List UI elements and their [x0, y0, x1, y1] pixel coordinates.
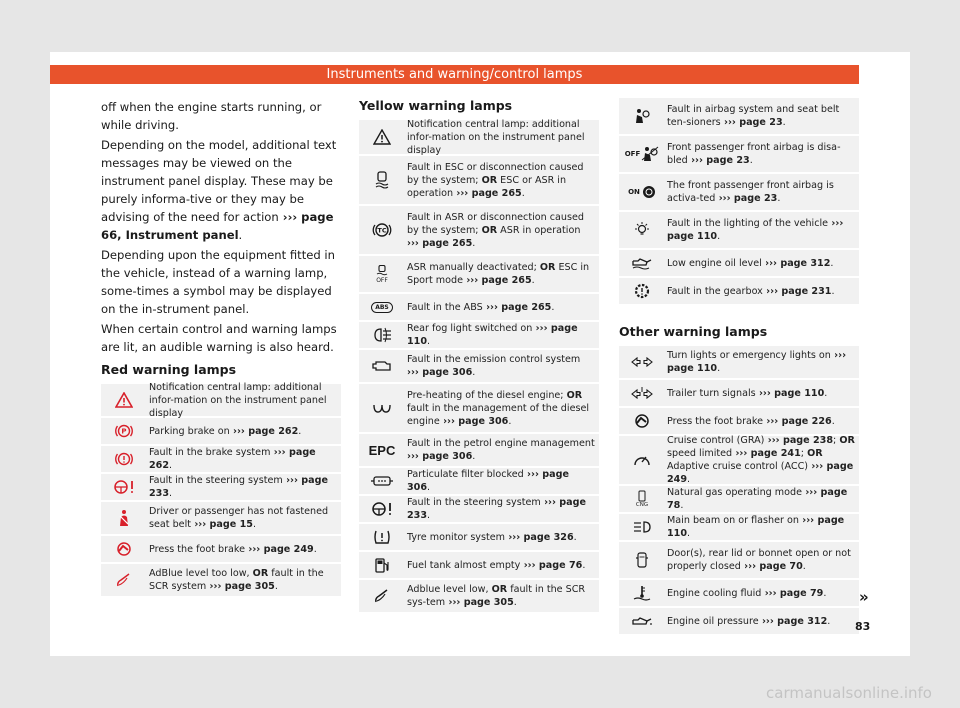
row-description: Fault in ASR or disconnection caused by the system; OR ASR in operation ››› page 265.: [407, 211, 584, 249]
row-description: ASR manually deactivated; OR ESC in Sport mode ››› page 265.: [407, 262, 590, 286]
intro-paragraph-2: Depending on the model, additional text messages may be viewed on the instrument panel display. These may be purely informa-tive or they may be advising of the need for action ››› page 66, Instrument panel.: [101, 138, 337, 242]
page-link[interactable]: ››› page 306: [439, 415, 509, 427]
table-row: [619, 278, 859, 306]
intro-paragraph-1: off when the engine starts running, or while driving.: [101, 100, 322, 132]
airbag-on-icon: ON: [619, 174, 665, 210]
page-link[interactable]: ››› page 15: [191, 519, 253, 530]
page-link[interactable]: ››› page 305: [445, 597, 514, 608]
table-row: [359, 350, 599, 384]
watermark: carmanualsonline.info: [766, 684, 932, 702]
table-row: [359, 206, 599, 256]
table-row: [619, 514, 859, 542]
table-row: [619, 136, 859, 174]
esc-icon: [359, 156, 405, 204]
row-description: Rear fog light switched on ››› page 110.: [407, 323, 578, 347]
adblue-icon: [101, 564, 147, 596]
svg-text:TC: TC: [377, 226, 387, 235]
oil-level-icon: [619, 250, 665, 276]
table-row: [619, 542, 859, 580]
row-description: Engine oil pressure ››› page 312.: [667, 615, 831, 627]
table-row: [101, 381, 341, 419]
table-row: [619, 608, 859, 636]
particulate-filter-icon: [359, 468, 405, 494]
page-link[interactable]: ››› page 110: [667, 350, 847, 374]
row-description: Particulate filter blocked ››› page 306.: [407, 469, 569, 493]
page-link[interactable]: ››› page 249: [245, 543, 314, 555]
table-row: [359, 524, 599, 552]
page-link[interactable]: ››› page 238: [764, 435, 834, 446]
table-row: [619, 580, 859, 608]
table-row: [359, 496, 599, 524]
warning-triangle-icon: [101, 384, 147, 416]
row-description: Cruise control (GRA) ››› page 238; OR speed limited ››› page 241; OR Adaptive cruise control (ACC) ››› page 249.: [667, 435, 855, 485]
row-description: Press the foot brake ››› page 249.: [149, 543, 317, 555]
page-link[interactable]: ››› page 305: [206, 581, 275, 592]
asr-tc-icon: [359, 206, 405, 254]
row-description: Engine cooling fluid ››› page 79.: [667, 587, 827, 599]
row-description: Fault in the lighting of the vehicle ››› page 110.: [667, 218, 844, 242]
row-description: Low engine oil level ››› page 312.: [667, 257, 834, 269]
yellow-lamps-heading: Yellow warning lamps: [359, 98, 513, 113]
table-row: [359, 120, 599, 156]
row-description: AdBlue level too low, OR fault in the SCR system ››› page 305.: [149, 568, 324, 592]
row-description: The front passenger front airbag is activa-ted ››› page 23.: [667, 180, 834, 204]
row-description: Fault in ESC or disconnection caused by the system; OR ESC or ASR in operation ››› page 265.: [407, 161, 584, 199]
row-description: Fuel tank almost empty ››› page 76.: [407, 559, 586, 571]
page-link[interactable]: ››› page 249: [667, 461, 854, 485]
continue-mark: »: [859, 588, 869, 606]
row-description: Fault in the emission control system ››› page 306.: [407, 354, 581, 378]
row-description: Parking brake on ››› page 262.: [149, 425, 302, 437]
trailer-signal-icon: [619, 380, 665, 406]
page-link[interactable]: ››› page 312: [761, 257, 831, 269]
row-description: Pre-heating of the diesel engine; OR fault in the management of the diesel engine ››› page 306.: [407, 389, 590, 427]
table-row: [359, 384, 599, 434]
page-link[interactable]: ››› page 231: [762, 285, 832, 297]
table-row: [359, 156, 599, 206]
page-link[interactable]: ››› page 265: [407, 237, 473, 249]
row-description: Adblue level low, OR fault in the SCR sys-tem ››› page 305.: [407, 584, 586, 608]
row-description: Fault in airbag system and seat belt ten-sioners ››› page 23.: [667, 104, 840, 128]
cng-icon: CNG: [619, 486, 665, 512]
table-row: [101, 564, 341, 598]
row-description: Turn lights or emergency lights on ››› page 110.: [667, 350, 847, 374]
epc-icon: EPC: [368, 442, 396, 458]
door-open-icon: [619, 542, 665, 578]
table-row: [359, 256, 599, 294]
svg-text:P: P: [121, 427, 127, 436]
row-description: Fault in the steering system ››› page 233.: [149, 475, 329, 499]
intro-paragraph-4: When certain control and warning lamps are lit, an audible warning is also heard.: [101, 322, 337, 354]
table-row: [359, 552, 599, 580]
red-lamps-heading: Red warning lamps: [101, 362, 237, 377]
table-row: [619, 98, 859, 136]
row-description: Fault in the ABS ››› page 265.: [407, 301, 555, 313]
page-link[interactable]: ››› page 110: [407, 323, 578, 347]
turn-signal-icon: [619, 346, 665, 378]
coolant-icon: [619, 580, 665, 606]
steering-fault-icon: [359, 496, 405, 522]
warning-triangle-icon: [359, 120, 405, 154]
other-lamps-table: [619, 346, 859, 636]
page-link[interactable]: ››› page 265: [482, 301, 552, 313]
table-row: [101, 502, 341, 536]
page-link[interactable]: ››› page 23: [687, 155, 750, 166]
parking-brake-icon: [101, 418, 147, 444]
page-link[interactable]: ››› page 326: [505, 531, 574, 543]
fuel-icon: [359, 552, 405, 578]
page-link[interactable]: ››› page 265: [463, 275, 532, 286]
row-description: Fault in the gearbox ››› page 231.: [667, 285, 835, 297]
page-link[interactable]: ››› page 23: [715, 193, 778, 204]
row-description: Fault in the petrol engine management ››› page 306.: [407, 438, 595, 462]
foot-brake-icon: [101, 536, 147, 562]
oil-pressure-icon: [619, 608, 665, 634]
esc-off-icon: OFF: [359, 256, 405, 292]
page-link[interactable]: ››› page 70: [740, 561, 803, 572]
page-link[interactable]: ››› page 306: [407, 469, 569, 493]
table-row: [619, 380, 859, 408]
table-row: [359, 434, 599, 468]
bulb-fault-icon: [619, 212, 665, 248]
intro-paragraph-3: Depending upon the equipment fitted in the vehicle, instead of a warning lamp, some-times a symbol may be displayed on the in-strument panel.: [101, 248, 335, 316]
page-link[interactable]: ››› page 76: [520, 559, 583, 571]
abs-icon: ABS: [359, 294, 405, 320]
page-link[interactable]: ››› page 262: [229, 425, 299, 437]
page-header: Instruments and warning/control lamps: [50, 65, 859, 84]
glow-plug-icon: [359, 384, 405, 432]
row-description: Fault in the steering system ››› page 233.: [407, 497, 587, 521]
row-description: Press the foot brake ››› page 226.: [667, 415, 835, 427]
brake-fault-icon: [101, 446, 147, 472]
foot-brake-icon: [619, 408, 665, 434]
page-link[interactable]: ››› page 226: [763, 415, 832, 427]
page-link[interactable]: ››› page 262: [149, 447, 316, 471]
page-link[interactable]: ››› page 306: [407, 367, 473, 378]
footer-bar: [0, 672, 960, 708]
column-3: [619, 98, 859, 636]
page-link[interactable]: ››› page 233: [407, 497, 587, 521]
adblue-icon: [359, 580, 405, 612]
page-link[interactable]: ››› page 241: [732, 448, 801, 459]
table-row: [359, 322, 599, 350]
column-1: [101, 98, 341, 598]
table-row: [101, 474, 341, 502]
yellow-lamps-table: [359, 120, 599, 614]
page-link[interactable]: ››› page 79: [761, 587, 824, 599]
row-description: Fault in the brake system ››› page 262.: [149, 447, 316, 471]
row-description: Notification central lamp: additional infor-mation on the instrument panel display: [407, 118, 585, 156]
row-description: Door(s), rear lid or bonnet open or not properly closed ››› page 70.: [667, 548, 851, 572]
seat-belt-icon: [101, 502, 147, 534]
row-description: Tyre monitor system ››› page 326.: [407, 531, 577, 543]
gearbox-icon: [619, 278, 665, 304]
page-link[interactable]: ››› page 265: [453, 187, 522, 199]
row-description: Natural gas operating mode ››› page 78.: [667, 487, 848, 511]
emission-icon: [359, 350, 405, 382]
page-number: 83: [855, 620, 871, 633]
page-link[interactable]: ››› page 66, Instrument panel: [101, 210, 334, 242]
red-lamps-table: [101, 381, 341, 598]
table-row: [359, 580, 599, 614]
row-description: Front passenger front airbag is disa-bled ››› page 23.: [667, 142, 841, 166]
cruise-control-icon: [619, 436, 665, 484]
row-description: Main beam on or flasher on ››› page 110.: [667, 515, 845, 539]
table-row: [619, 436, 859, 486]
column-2: [359, 98, 599, 614]
page-link[interactable]: ››› page 306: [407, 451, 473, 462]
table-row: [619, 174, 859, 212]
yellow-lamps-table-continued: [619, 98, 859, 306]
airbag-icon: [619, 98, 665, 134]
table-row: [619, 346, 859, 380]
steering-fault-icon: [101, 474, 147, 500]
page-link[interactable]: ››› page 110: [755, 387, 825, 399]
table-row: [101, 536, 341, 564]
other-lamps-heading: Other warning lamps: [619, 324, 768, 339]
page-link[interactable]: ››› page 312: [758, 615, 828, 627]
table-row: [619, 250, 859, 278]
page-link[interactable]: ››› page 23: [720, 117, 783, 128]
page-link[interactable]: ››› page 110: [667, 218, 844, 242]
page-link[interactable]: ››› page 78: [667, 487, 848, 511]
airbag-off-icon: OFF: [619, 136, 665, 172]
main-beam-icon: [619, 514, 665, 540]
table-row: [619, 212, 859, 250]
tyre-pressure-icon: [359, 524, 405, 550]
row-description: Trailer turn signals ››› page 110.: [667, 387, 828, 399]
page-link[interactable]: ››› page 110: [667, 515, 845, 539]
page-link[interactable]: ››› page 233: [149, 475, 329, 499]
row-description: Notification central lamp: additional infor-mation on the instrument panel display: [149, 381, 327, 419]
rear-fog-icon: [359, 322, 405, 348]
row-description: Driver or passenger has not fastened seat belt ››› page 15.: [149, 506, 329, 530]
